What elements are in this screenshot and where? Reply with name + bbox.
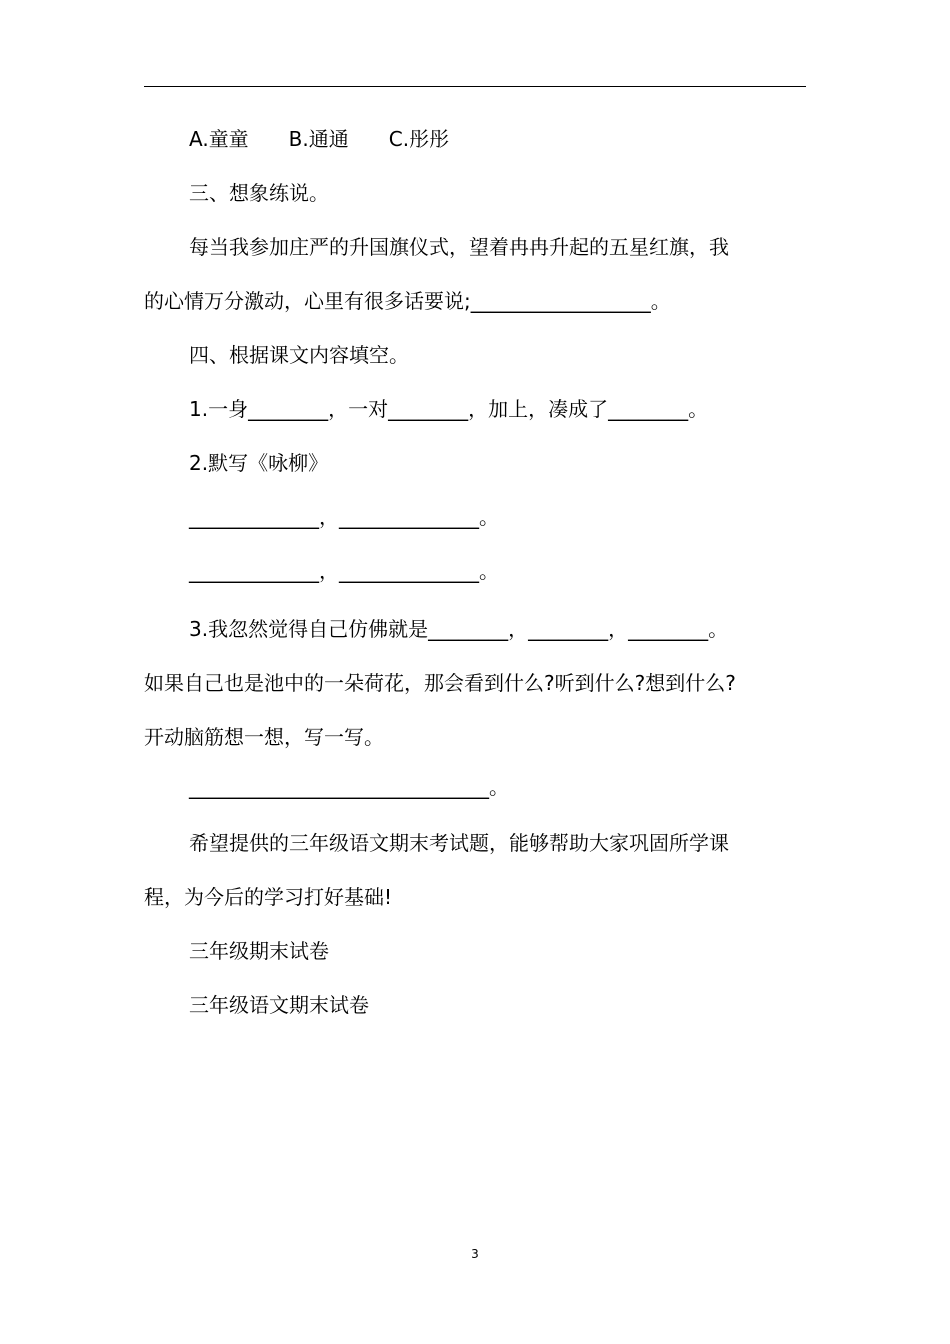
page-number: 3 — [471, 1247, 479, 1261]
section3-heading: 三、想象练说。 — [189, 181, 329, 205]
question-2-blank-1: _____________，______________。 — [189, 505, 499, 529]
question-1: 1.一身________，一对________，加上，凑成了________。 — [189, 397, 709, 421]
section3-para-line1: 每当我参加庄严的升国旗仪式，望着冉冉升起的五星红旗，我 — [189, 235, 729, 259]
section3-para-line2: 的心情万分激动，心里有很多话要说;__________________。 — [144, 289, 671, 313]
question-2-heading: 2.默写《咏柳》 — [189, 451, 329, 475]
question-2-blank-2: _____________，______________。 — [189, 559, 499, 583]
section4-heading: 四、根据课文内容填空。 — [189, 343, 409, 367]
question-3-line2: 如果自己也是池中的一朵荷花，那会看到什么?听到什么?想到什么? — [144, 671, 736, 695]
tag-link-1: 三年级期末试卷 — [189, 939, 329, 963]
question-3-answer: ______________________________。 — [189, 775, 509, 799]
question-3-line1: 3.我忽然觉得自己仿佛就是________，________，________。 — [189, 617, 729, 641]
options-line: A.童童 B.通通 C.彤彤 — [189, 127, 450, 151]
closing-line1: 希望提供的三年级语文期末考试题，能够帮助大家巩固所学课 — [189, 831, 729, 855]
tag-link-2: 三年级语文期末试卷 — [189, 993, 369, 1017]
closing-line2: 程，为今后的学习打好基础! — [144, 885, 393, 909]
header-rule — [144, 86, 806, 87]
question-3-line3: 开动脑筋想一想，写一写。 — [144, 725, 384, 749]
